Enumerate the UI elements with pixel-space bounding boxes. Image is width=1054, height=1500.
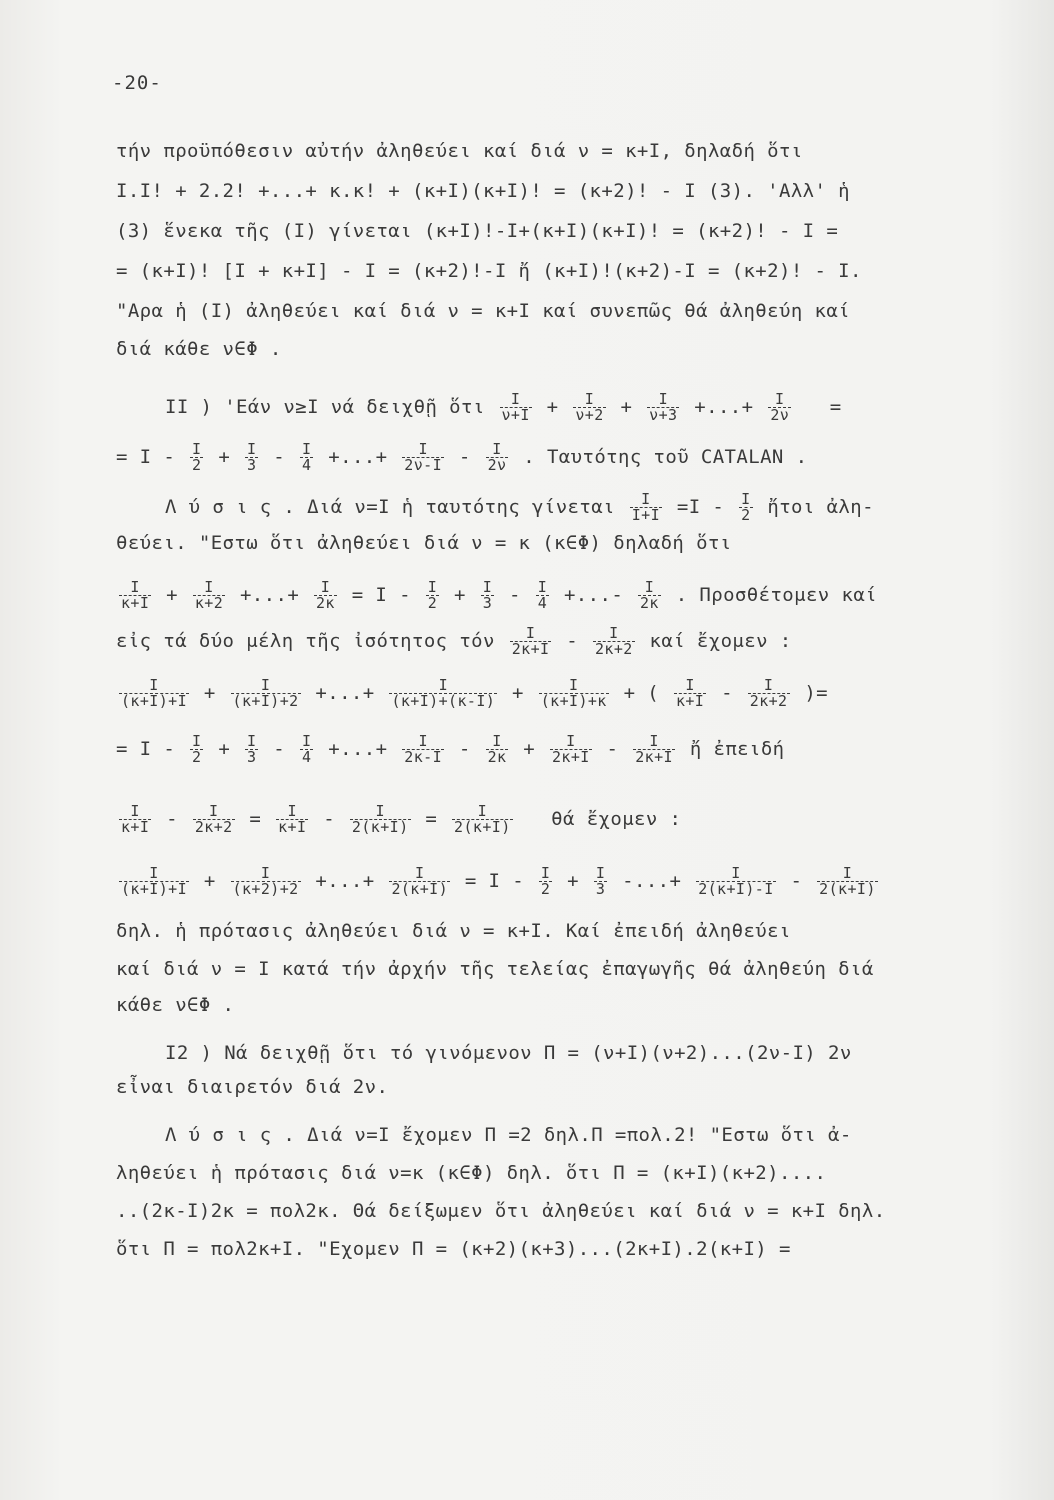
text-line-4: = (κ+Ι)! [Ι + κ+Ι] - Ι = (κ+2)!-Ι ἤ (κ+Ι)!(κ+2)-Ι = (κ+2)! - Ι. xyxy=(116,260,862,282)
text-line-3: (3) ἕνεκα τῆς (Ι) γίνεται (κ+Ι)!-Ι+(κ+Ι)(κ+Ι)! = (κ+2)! - Ι = xyxy=(116,220,839,242)
result-line: $\frac{I}{(\kappa+I)+I}$ + $\frac{I}{(\kappa+2)+2}$ +...+ $\frac{I}{2(\kappa+I)}$ = Ι - $\frac{I}{2}$ + $\frac{I}{3}$ -...+ $\frac{I}{2(\kappa+I)-I}$ - $\frac{I}{2(\kappa+I)}$ xyxy=(121,864,876,898)
alternating-sum-line: = Ι - $\frac{I}{2}$ + $\frac{I}{3}$ - $\frac{I}{4}$ +...+ $\frac{I}{2\kappa-I}$ - $\frac{I}{2\kappa}$ + $\frac{I}{2\kappa+I}$ - $\frac{I}{2\kappa+I}$ ἤ ἐπειδή xyxy=(116,732,785,766)
text-line-6: διά κάθε ν∈Φ . xyxy=(116,338,282,360)
text-line-1: τήν προϋπόθεσιν αὐτήν ἀληθεύει καί διά ν = κ+Ι, δηλαδή ὅτι xyxy=(116,140,803,162)
expanded-sum-line: $\frac{I}{(\kappa+I)+I}$ + $\frac{I}{(\kappa+I)+2}$ +...+ $\frac{I}{(\kappa+I)+(\kappa-I)}$ + $\frac{I}{(\kappa+I)+\kappa}$ + ( $\frac{I}{\kappa+I}$ - $\frac{I}{2\kappa+2}$ )= xyxy=(121,676,829,710)
catalan-statement: ΙΙ ) 'Εάν ν≥Ι νά δειχθῇ ὅτι $\frac{I}{\nu+I}$ + $\frac{I}{\nu+2}$ + $\frac{I}{\nu+3}$ +...+ $\frac{I}{2\nu}$ = xyxy=(165,390,842,424)
conclusion-line-2: καί διά ν = Ι κατά τήν ἀρχήν τῆς τελείας ἐπαγωγῆς θά ἀληθεύη διά xyxy=(116,958,874,980)
conclusion-line-1: δηλ. ἡ πρότασις ἀληθεύει διά ν = κ+Ι. Καί ἐπειδή ἀληθεύει xyxy=(116,920,791,942)
solution-line-1: Λ ύ σ ι ς . Διά ν=Ι ἡ ταυτότης γίνεται $\frac{I}{I+I}$ =Ι - $\frac{I}{2}$ ἤτοι ἀλη- xyxy=(165,490,874,524)
hypothesis-line: $\frac{I}{\kappa+I}$ + $\frac{I}{\kappa+2}$ +...+ $\frac{I}{2\kappa}$ = Ι - $\frac{I}{2}$ + $\frac{I}{3}$ - $\frac{I}{4}$ +...- $\frac{I}{2\kappa}$ . Προσθέτομεν καί xyxy=(121,578,877,612)
text-line-5: "Αρα ἡ (Ι) ἀληθεύει καί διά ν = κ+Ι καί συνεπῶς θά ἀληθεύη καί xyxy=(116,300,851,322)
problem12-solution-1: Λ ύ σ ι ς . Διά ν=Ι ἔχομεν Π =2 δηλ.Π =πολ.2! "Εστω ὅτι ἀ- xyxy=(165,1124,852,1146)
since-line: $\frac{I}{\kappa+I}$ - $\frac{I}{2\kappa+2}$ = $\frac{I}{\kappa+I}$ - $\frac{I}{2(\kappa+I)}$ = $\frac{I}{2(\kappa+I)}$ θά ἔχομεν : xyxy=(121,802,682,836)
conclusion-line-3: κάθε ν∈Φ . xyxy=(116,994,235,1016)
text-line-2: Ι.Ι! + 2.2! +...+ κ.κ! + (κ+Ι)(κ+Ι)! = (κ+2)! - Ι (3). 'Αλλ' ἡ xyxy=(116,180,851,202)
problem12-solution-4: ὅτι Π = πολ2κ+Ι. "Εχομεν Π = (κ+2)(κ+3)...(2κ+Ι).2(κ+Ι) = xyxy=(116,1238,791,1260)
problem12-solution-3: ..(2κ-Ι)2κ = πολ2κ. Θά δείξωμεν ὅτι ἀληθεύει καί διά ν = κ+Ι δηλ. xyxy=(116,1200,886,1222)
page-number: -20- xyxy=(112,72,162,94)
problem12-solution-2: ληθεύει ἡ πρότασις διά ν=κ (κ∈Φ) δηλ. ὅτι Π = (κ+Ι)(κ+2).... xyxy=(116,1162,827,1184)
problem12-line-1: Ι2 ) Νά δειχθῇ ὅτι τό γινόμενον Π = (ν+Ι)(ν+2)...(2ν-Ι) 2ν xyxy=(165,1042,852,1064)
solution-line-2: θεύει. "Εστω ὅτι ἀληθεύει διά ν = κ (κ∈Φ) δηλαδή ὅτι xyxy=(116,532,732,554)
add-terms-line: εἰς τά δύο μέλη τῆς ἰσότητος τόν $\frac{I}{2\kappa+I}$ - $\frac{I}{2\kappa+2}$ καί ἔχομεν : xyxy=(116,624,792,658)
catalan-identity: = Ι - $\frac{I}{2}$ + $\frac{I}{3}$ - $\frac{I}{4}$ +...+ $\frac{I}{2\nu-I}$ - $\frac{I}{2\nu}$ . Ταυτότης τοῦ CATALAN . xyxy=(116,440,808,474)
problem12-line-2: εἶναι διαιρετόν διά 2ν. xyxy=(116,1076,389,1098)
